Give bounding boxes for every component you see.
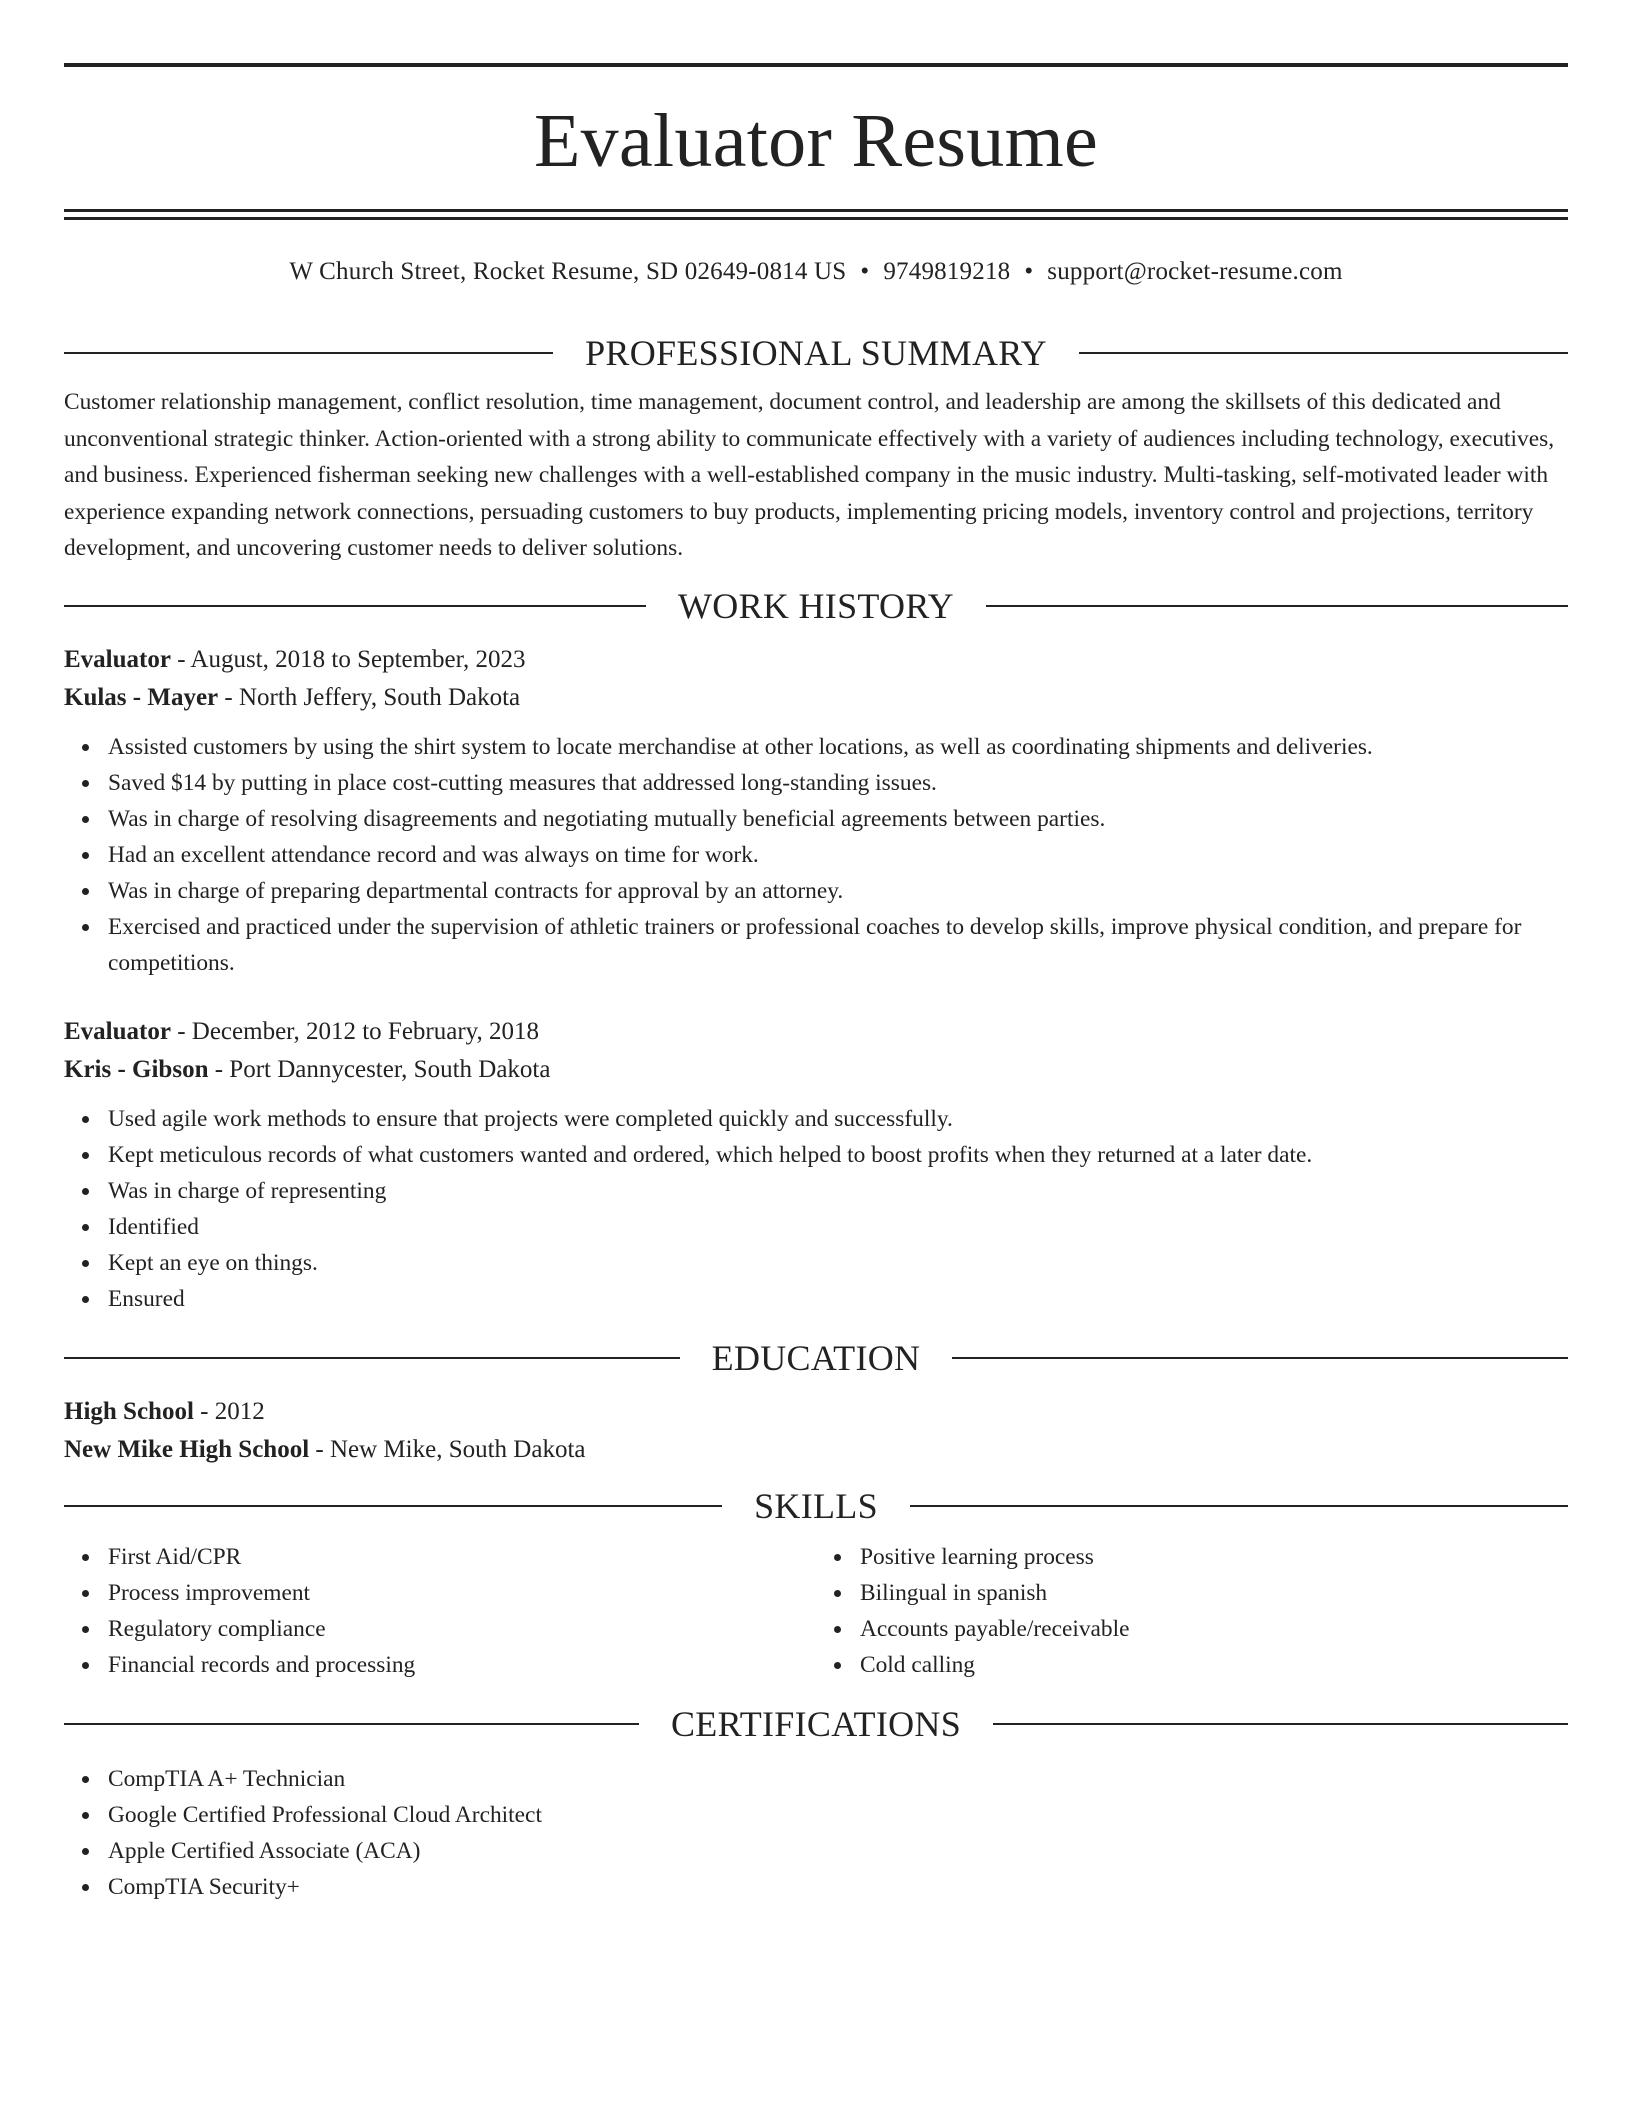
heading-rule <box>910 1505 1568 1507</box>
contact-address: W Church Street, Rocket Resume, SD 02649-0814 US <box>289 258 847 285</box>
certification-item: CompTIA Security+ <box>108 1869 1568 1905</box>
contact-phone: 9749819218 <box>883 258 1011 285</box>
contact-email: support@rocket-resume.com <box>1047 258 1343 285</box>
skill-item: Regulatory compliance <box>108 1611 816 1647</box>
resume-title: Evaluator Resume <box>533 99 1099 183</box>
skill-item: Accounts payable/receivable <box>860 1611 1568 1647</box>
job-bullet: Ensured <box>108 1281 1568 1317</box>
job-location: - North Jeffery, South Dakota <box>218 683 521 711</box>
skill-item: First Aid/CPR <box>108 1539 816 1575</box>
skills-grid <box>64 1527 1568 1683</box>
job-company: Kulas - Mayer <box>64 683 219 711</box>
heading-rule <box>64 352 553 354</box>
job-company-line <box>64 1051 1568 1089</box>
job-bullet: Kept meticulous records of what customers wanted and ordered, which helped to boost profits when they returned at a later date. <box>108 1137 1568 1173</box>
contact-separator: • <box>860 258 870 285</box>
heading-rule <box>64 605 646 607</box>
education-entry <box>64 1393 1568 1469</box>
skills-title: SKILLS <box>754 1485 878 1526</box>
heading-rule <box>64 1505 722 1507</box>
certification-item: Google Certified Professional Cloud Architect <box>108 1797 1568 1833</box>
education-title: EDUCATION <box>711 1337 921 1378</box>
skills-heading <box>64 1485 1568 1527</box>
job-bullets <box>64 1101 1568 1317</box>
job-bullet: Had an excellent attendance record and was always on time for work. <box>108 837 1568 873</box>
skill-item: Financial records and processing <box>108 1647 816 1683</box>
heading-rule <box>64 1723 639 1725</box>
job-role-line <box>64 1013 1568 1051</box>
heading-rule <box>986 605 1568 607</box>
skills-list-left <box>64 1539 816 1683</box>
contact-separator: • <box>1024 258 1034 285</box>
job-role: Evaluator <box>64 645 171 673</box>
education-school: New Mike High School <box>64 1435 310 1463</box>
job-company: Kris - Gibson <box>64 1055 209 1083</box>
summary-text: Customer relationship management, conflict resolution, time management, document control, and leadership are among the skillsets of this dedicated and unconventional strategic thinker. Action-oriented with a strong ability to communicate effectively with a variety of audiences including technology, executives, and business. Experienced fisherman seeking new challenges with a well-established company in the music industry. Multi-tasking, self-motivated leader with experience expanding network connections, persuading customers to buy products, implementing pricing models, inventory control and projections, territory development, and uncovering customer needs to deliver solutions. <box>64 389 1555 561</box>
work-title: WORK HISTORY <box>678 585 954 626</box>
certifications-list <box>64 1761 1568 1905</box>
job-location: - Port Dannycester, South Dakota <box>208 1055 551 1083</box>
work-heading <box>64 585 1568 627</box>
education-degree: High School <box>64 1397 194 1425</box>
skill-item: Positive learning process <box>860 1539 1568 1575</box>
job-entry <box>64 1013 1568 1317</box>
contact-line <box>64 258 1568 286</box>
job-role: Evaluator <box>64 1017 171 1045</box>
job-bullet: Was in charge of preparing departmental contracts for approval by an attorney. <box>108 873 1568 909</box>
education-degree-line <box>64 1393 1568 1431</box>
education-location: - New Mike, South Dakota <box>309 1435 586 1463</box>
job-bullets <box>64 729 1568 981</box>
heading-rule <box>64 1357 680 1359</box>
skill-item: Bilingual in spanish <box>860 1575 1568 1611</box>
certifications-heading <box>64 1703 1568 1745</box>
summary-title: PROFESSIONAL SUMMARY <box>585 333 1047 373</box>
certifications-title: CERTIFICATIONS <box>670 1703 962 1744</box>
resume-page <box>64 0 1568 1905</box>
heading-rule <box>952 1357 1568 1359</box>
job-role-line <box>64 641 1568 679</box>
job-bullet: Assisted customers by using the shirt system to locate merchandise at other locations, as well as coordinating shipments and deliveries. <box>108 729 1568 765</box>
education-school-line <box>64 1431 1568 1469</box>
certification-item: CompTIA A+ Technician <box>108 1761 1568 1797</box>
education-heading <box>64 1337 1568 1379</box>
education-year: - 2012 <box>193 1397 265 1425</box>
double-rule <box>64 209 1568 220</box>
job-bullet: Saved $14 by putting in place cost-cutting measures that addressed long-standing issues. <box>108 765 1568 801</box>
job-entry <box>64 641 1568 981</box>
job-dates: - August, 2018 to September, 2023 <box>170 645 526 673</box>
job-dates: - December, 2012 to February, 2018 <box>170 1017 540 1045</box>
skill-item: Process improvement <box>108 1575 816 1611</box>
job-bullet: Used agile work methods to ensure that projects were completed quickly and successfully. <box>108 1101 1568 1137</box>
job-bullet: Was in charge of resolving disagreements and negotiating mutually beneficial agreements between parties. <box>108 801 1568 837</box>
top-rule <box>64 63 1568 67</box>
skills-list-right <box>816 1539 1568 1683</box>
heading-rule <box>1079 352 1568 354</box>
job-bullet: Was in charge of representing <box>108 1173 1568 1209</box>
skill-item: Cold calling <box>860 1647 1568 1683</box>
certification-item: Apple Certified Associate (ACA) <box>108 1833 1568 1869</box>
job-bullet: Kept an eye on things. <box>108 1245 1568 1281</box>
heading-rule <box>993 1723 1568 1725</box>
summary-heading <box>64 332 1568 374</box>
job-bullet: Exercised and practiced under the supervision of athletic trainers or professional coaches to develop skills, improve physical condition, and prepare for competitions. <box>108 909 1568 981</box>
job-company-line <box>64 679 1568 717</box>
job-bullet: Identified <box>108 1209 1568 1245</box>
